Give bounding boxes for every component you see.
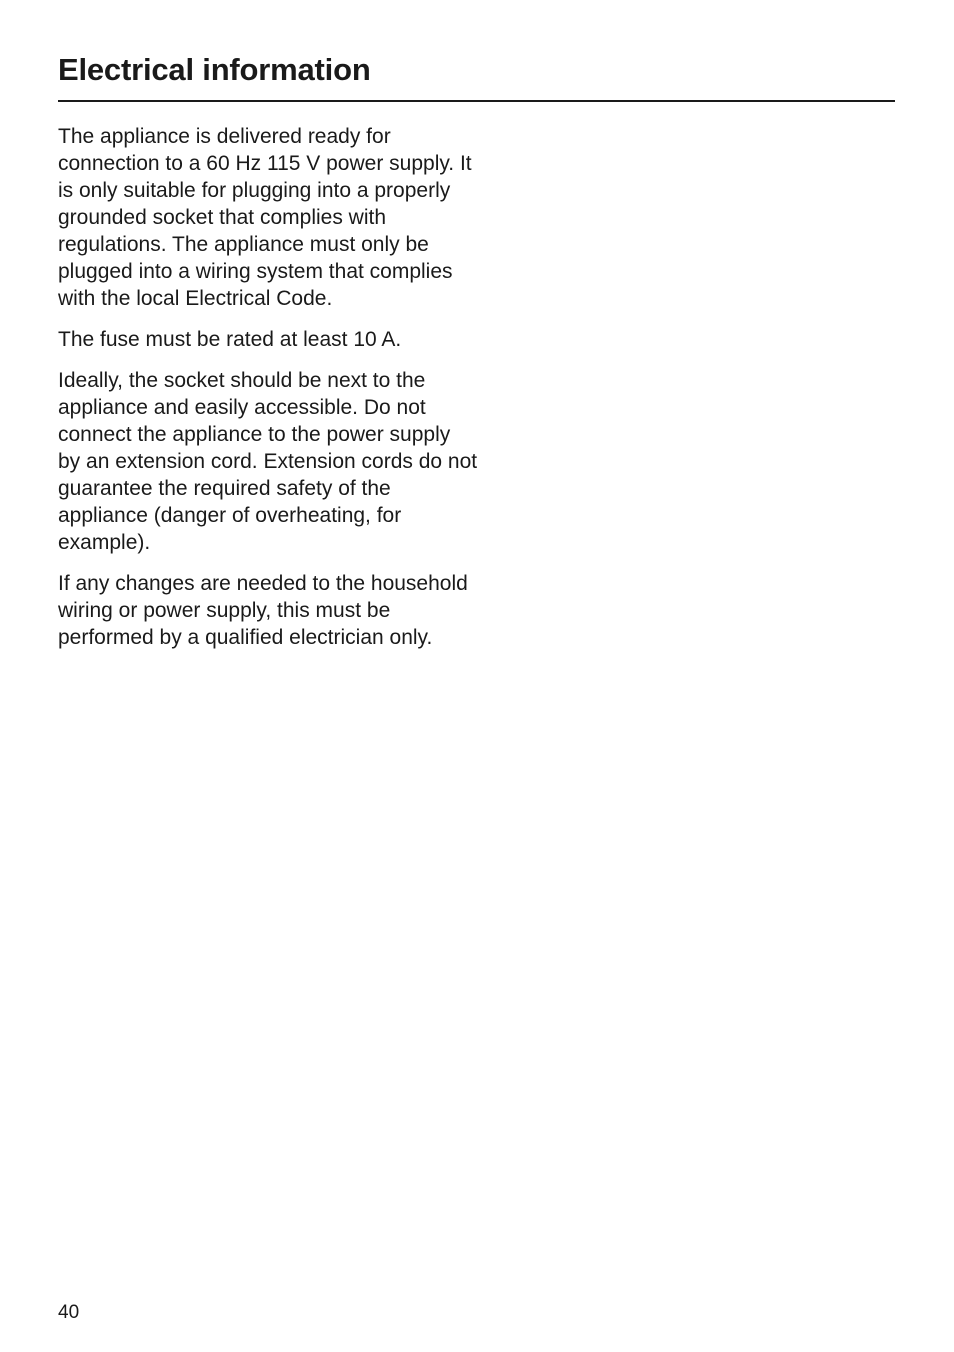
paragraph-connection: The appliance is delivered ready for connection to a 60 Hz 115 V power supply. It is only suitable for plugging into a properly grounded socket that complies with regulations. The appliance must only be plugged into a wiring system that complies with the local Electrical Code. xyxy=(58,125,472,310)
paragraph-electrician: If any changes are needed to the household wiring or power supply, this must be performed by a qualified electrician only. xyxy=(58,572,468,649)
body-text xyxy=(58,123,478,665)
paragraph-socket: Ideally, the socket should be next to the appliance and easily accessible. Do not connect the appliance to the power supply by an extension cord. Extension cords do not guarantee the required safety of the appliance (danger of overheating, for example). xyxy=(58,369,478,554)
title-divider xyxy=(58,100,895,102)
page-number: 40 xyxy=(58,1302,80,1323)
paragraph-fuse: The fuse must be rated at least 10 A. xyxy=(58,328,402,351)
page-title: Electrical information xyxy=(58,52,371,87)
